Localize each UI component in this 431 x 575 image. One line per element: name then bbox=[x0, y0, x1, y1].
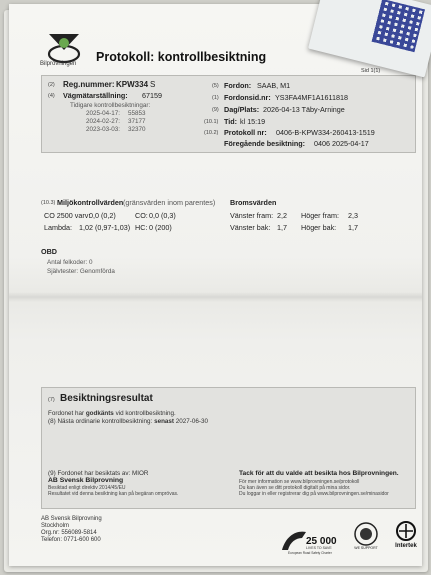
previous-date: 2025-04-17: bbox=[86, 110, 120, 117]
inspection-protocol-page bbox=[9, 4, 422, 566]
intertek-text: Intertek bbox=[395, 543, 417, 548]
tid-label: Tid: bbox=[224, 117, 238, 126]
emissions-subtitle: (gränsvärden inom parentes) bbox=[123, 198, 216, 207]
co-label: CO: bbox=[135, 211, 148, 220]
stamp-sub1: LIVES TO SAVE bbox=[306, 546, 332, 550]
reg-prefix: (2) bbox=[48, 82, 55, 88]
next-inspection-line bbox=[48, 418, 208, 425]
next-date: 2027-06-30 bbox=[175, 418, 208, 425]
approved-pre: Fordonet har bbox=[48, 410, 85, 417]
fid-value: YS3FA4MF1A1611818 bbox=[275, 93, 348, 102]
hc-value: 0 (200) bbox=[149, 223, 172, 232]
tid-prefix: (10.1) bbox=[204, 119, 219, 125]
approved-post: vid kontrollbesiktning. bbox=[115, 410, 176, 417]
co-value: 0,0 (0,3) bbox=[149, 211, 176, 220]
stamp-sub2: European Road Safety Charter bbox=[288, 551, 332, 555]
brakes-title: Bromsvärden bbox=[230, 198, 277, 207]
obd-faults: Antal felkoder: 0 bbox=[47, 259, 93, 266]
odo-label: Vägmätarställning: bbox=[63, 91, 128, 100]
vb-value: 1,7 bbox=[277, 223, 287, 232]
reg-label: Reg.nummer: bbox=[63, 80, 115, 89]
previous-date: 2024-02-27: bbox=[86, 118, 120, 125]
previous-km: 37177 bbox=[128, 118, 146, 125]
emissions-title: Miljökontrollvärden bbox=[57, 198, 124, 207]
hb-label: Höger bak: bbox=[301, 223, 337, 232]
co2500-label: CO 2500 varv: bbox=[44, 211, 91, 220]
badge-global-text: WE SUPPORT bbox=[354, 546, 378, 550]
result-directive: Besiktad enligt direktiv 2014/45/EU bbox=[48, 485, 126, 491]
result-request: Resultatet vid denna besiktning kan på begäran omprövas. bbox=[48, 491, 179, 497]
next-pre: Nästa ordinarie kontrollbesiktning: bbox=[57, 418, 153, 425]
road-safety-charter-stamp-icon bbox=[280, 524, 342, 556]
global-compact-badge-icon bbox=[351, 521, 381, 551]
logo-name: Bilprovningen bbox=[40, 61, 77, 67]
fordon-label: Fordon: bbox=[224, 81, 252, 90]
dp-prefix: (9) bbox=[212, 107, 219, 113]
next-word: senast bbox=[154, 418, 175, 425]
fid-label: Fordonsid.nr: bbox=[224, 93, 271, 102]
vb-label: Vänster bak: bbox=[230, 223, 271, 232]
lambda-value: 1,02 (0,97-1,03) bbox=[79, 223, 131, 232]
intertek-logo-icon bbox=[392, 520, 420, 548]
document-title: Protokoll: kontrollbesiktning bbox=[96, 50, 267, 64]
footer-phone: Telefon: 0771-600 600 bbox=[41, 537, 101, 543]
prot-prefix: (10.2) bbox=[204, 130, 219, 136]
result-box bbox=[41, 387, 416, 509]
hb-value: 1,7 bbox=[348, 223, 358, 232]
lambda-label: Lambda: bbox=[44, 223, 72, 232]
previous-km: 55853 bbox=[128, 110, 146, 117]
obd-selftest: Självtester: Genomförda bbox=[47, 268, 115, 275]
approved-line bbox=[48, 410, 176, 417]
hf-value: 2,3 bbox=[348, 211, 358, 220]
prev-insp-value: 0406 2025-04-17 bbox=[314, 139, 369, 148]
result-title: Besiktningsresultat bbox=[60, 393, 153, 404]
info-line-2: Du kan även se ditt protokoll digitalt på mina sidor. bbox=[239, 485, 351, 491]
hc-label: HC: bbox=[135, 223, 148, 232]
previous-title: Tidigare kontrollbesiktningar: bbox=[70, 102, 151, 109]
fid-prefix: (1) bbox=[212, 95, 219, 101]
paper-fold bbox=[9, 292, 422, 302]
footer-org: Org.nr: 556089-5814 bbox=[41, 530, 97, 536]
obd-title: OBD bbox=[41, 247, 57, 256]
result-company: AB Svensk Bilprovning bbox=[48, 477, 124, 484]
hf-label: Höger fram: bbox=[301, 211, 339, 220]
footer-company: AB Svensk Bilprovning bbox=[41, 516, 102, 522]
fordon-prefix: (5) bbox=[212, 83, 219, 89]
qr-code-icon bbox=[372, 0, 425, 52]
footer-city: Stockholm bbox=[41, 523, 70, 529]
stamp-number: 25 000 bbox=[306, 536, 337, 547]
odo-prefix: (4) bbox=[48, 93, 55, 99]
result-prefix: (7) bbox=[48, 397, 55, 403]
reg-value: KPW334 bbox=[116, 80, 149, 89]
info-line-1: För mer information se www.bilprovningen.se/protokoll bbox=[239, 479, 360, 485]
vf-value: 2,2 bbox=[277, 211, 287, 220]
dp-label: Dag/Plats: bbox=[224, 105, 260, 114]
vf-label: Vänster fram: bbox=[230, 211, 274, 220]
co2500-value: 0,0 (0,2) bbox=[89, 211, 116, 220]
prot-value: 0406-B-KPW334-260413-1519 bbox=[276, 128, 375, 137]
vehicle-info-box bbox=[41, 75, 416, 153]
reg-suffix: S bbox=[150, 80, 156, 89]
by-text: Fordonet har besiktats av: MIOR bbox=[57, 470, 149, 477]
info-line-3: Du loggar in eller registrerar dig på www.bilprovningen.se/minasidor bbox=[239, 491, 389, 497]
odo-value: 67159 bbox=[142, 91, 162, 100]
sheet-number: Sid 1(1) bbox=[361, 68, 381, 74]
dp-value: 2026-04-13 Täby-Arninge bbox=[263, 105, 345, 114]
thanks-text: Tack för att du valde att besikta hos Bilprovningen. bbox=[239, 470, 399, 477]
prot-label: Protokoll nr: bbox=[224, 128, 267, 137]
tid-value: kl 15:19 bbox=[240, 117, 266, 126]
prev-insp-label: Föregående besiktning: bbox=[224, 139, 306, 148]
previous-date: 2023-03-03: bbox=[86, 126, 120, 133]
approved-word: godkänts bbox=[85, 410, 114, 417]
by-prefix: (9) bbox=[48, 470, 56, 477]
inspector-line bbox=[48, 470, 148, 477]
next-prefix: (8) bbox=[48, 418, 56, 425]
fordon-value: SAAB, M1 bbox=[257, 81, 291, 90]
bilprovningen-logo-icon bbox=[46, 30, 82, 64]
previous-km: 32370 bbox=[128, 126, 146, 133]
emissions-prefix: (10.3) bbox=[41, 200, 56, 206]
